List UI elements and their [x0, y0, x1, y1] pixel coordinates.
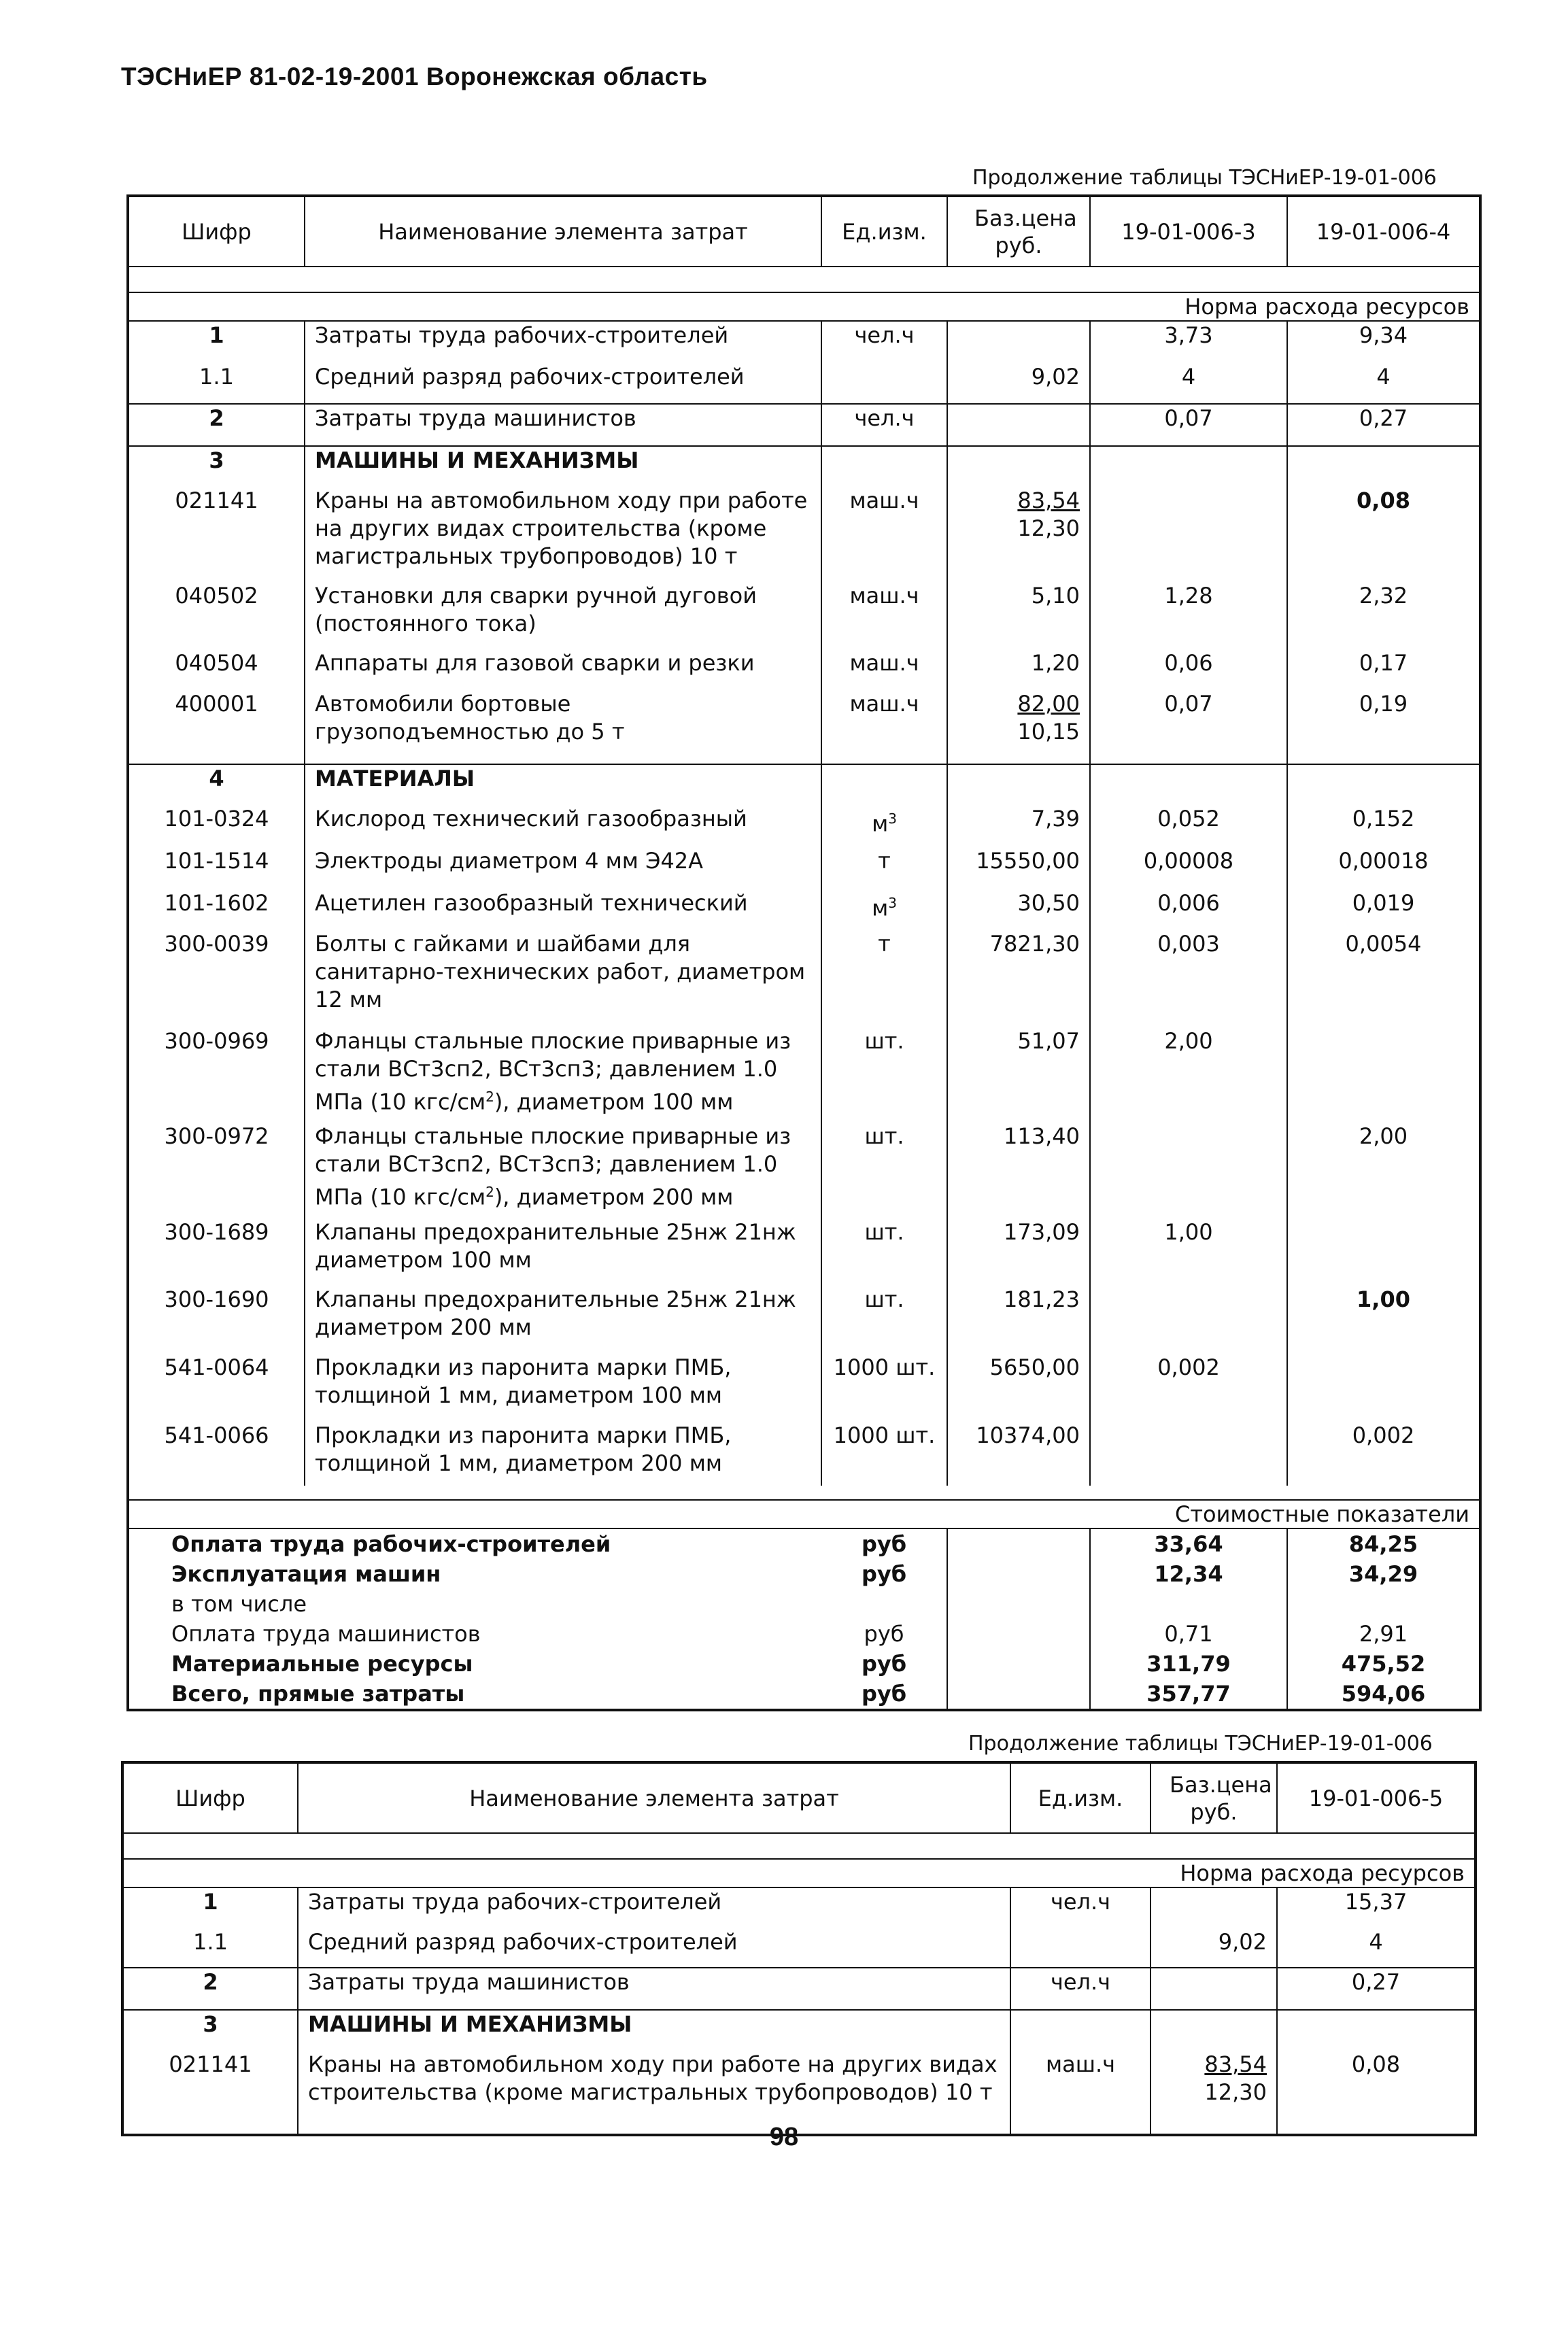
- table-row: 101-1602 Ацетилен газообразный технический $м^3$ 30,50 0,006 0,019: [128, 889, 1480, 930]
- totals-row: Оплата труда машинистов руб 0,71 2,91: [128, 1619, 1480, 1649]
- header-price: Баз.цена руб.: [1151, 1762, 1277, 1833]
- table1-cost-section-row: [128, 1500, 1480, 1528]
- header-name: Наименование элемента затрат: [305, 196, 821, 267]
- table-row: 400001 Автомобили бортовые грузоподъемностью до 5 т маш.ч 82,00 10,15 0,07 0,19: [128, 690, 1480, 764]
- cost-section-label: Стоимостные показатели: [128, 1500, 1480, 1528]
- table-row: 2 Затраты труда машинистов чел.ч 0,27: [122, 1968, 1476, 2010]
- totals-row: в том числе: [128, 1589, 1480, 1619]
- table2-continuation-label: Продолжение таблицы ТЭСНиЕР-19-01-006: [968, 1732, 1433, 1756]
- table2-norm-section-row: [122, 1859, 1476, 1887]
- header-code: Шифр: [128, 196, 305, 267]
- table1-header-row: [128, 196, 1480, 267]
- norm-section-label: Норма расхода ресурсов: [122, 1859, 1476, 1887]
- spacer-row: [128, 267, 1480, 292]
- table-row: 541-0064 Прокладки из паронита марки ПМБ, толщиной 1 мм, диаметром 100 мм 1000 шт. 5650,00 0,002: [128, 1354, 1480, 1422]
- section-row-machines: 3 МАШИНЫ И МЕХАНИЗМЫ: [128, 446, 1480, 487]
- table-row: 021141 Краны на автомобильном ходу при работе на других видах строительства (кроме магистральных трубопроводов) 10 т маш.ч 83,54 12,30 0,08: [128, 487, 1480, 582]
- table-row: 541-0066 Прокладки из паронита марки ПМБ, толщиной 1 мм, диаметром 200 мм 1000 шт. 10374,00 0,002: [128, 1422, 1480, 1486]
- section-row-materials: 4 МАТЕРИАЛЫ: [128, 764, 1480, 805]
- totals-row: Эксплуатация машин руб 12,34 34,29: [128, 1559, 1480, 1589]
- table-row: 300-0039 Болты с гайками и шайбами для санитарно-технических работ, диаметром 12 мм т 7821,30 0,003 0,0054: [128, 930, 1480, 1027]
- table1-continuation-label: Продолжение таблицы ТЭСНиЕР-19-01-006: [972, 166, 1437, 190]
- header-col2: 19-01-006-4: [1287, 196, 1480, 267]
- table-row: 1.1 Средний разряд рабочих-строителей 9,02 4: [122, 1928, 1476, 1968]
- table-row: 300-0972 Фланцы стальные плоские приварные из стали ВСт3сп2, ВСт3сп3; давлением 1.0 МПа (10 кгс/$см^2$), диаметром 200 мм шт. 113,40 2,00: [128, 1123, 1480, 1218]
- table-row: 021141 Краны на автомобильном ходу при работе на других видах строительства (кроме магистральных трубопроводов) 10 т маш.ч 83,54 12,30 0,08: [122, 2051, 1476, 2135]
- totals-row: Оплата труда рабочих-строителей руб 33,64 84,25: [128, 1528, 1480, 1559]
- table-row: 300-1689 Клапаны предохранительные 25нж 21нж диаметром 100 мм шт. 173,09 1,00: [128, 1218, 1480, 1286]
- totals-row: Материальные ресурсы руб 311,79 475,52: [128, 1649, 1480, 1679]
- spacer-row: [128, 1486, 1480, 1500]
- table1-norm-section-row: [128, 292, 1480, 321]
- table-row: 1 Затраты труда рабочих-строителей чел.ч 3,73 9,34: [128, 321, 1480, 363]
- table-row: 300-1690 Клапаны предохранительные 25нж 21нж диаметром 200 мм шт. 181,23 1,00: [128, 1286, 1480, 1354]
- norms-table-1: [126, 194, 1482, 1711]
- table-row: 101-1514 Электроды диаметром 4 мм Э42А т 15550,00 0,00008 0,00018: [128, 847, 1480, 889]
- header-price: Баз.цена руб.: [947, 196, 1090, 267]
- section-row-machines: 3 МАШИНЫ И МЕХАНИЗМЫ: [122, 2010, 1476, 2051]
- header-col1: 19-01-006-5: [1277, 1762, 1476, 1833]
- table-row: 040502 Установки для сварки ручной дуговой (постоянного тока) маш.ч 5,10 1,28 2,32: [128, 582, 1480, 649]
- table-row: 101-0324 Кислород технический газообразный $м^3$ 7,39 0,052 0,152: [128, 805, 1480, 847]
- table-row: 1.1 Средний разряд рабочих-строителей 9,02 4 4: [128, 363, 1480, 404]
- page-number: 98: [769, 2123, 799, 2151]
- table-row: 2 Затраты труда машинистов чел.ч 0,07 0,27: [128, 404, 1480, 446]
- table-row: 040504 Аппараты для газовой сварки и резки маш.ч 1,20 0,06 0,17: [128, 649, 1480, 690]
- norm-section-label: Норма расхода ресурсов: [128, 292, 1480, 321]
- table-row: 1 Затраты труда рабочих-строителей чел.ч 15,37: [122, 1887, 1476, 1928]
- norms-table-2: [121, 1761, 1477, 2136]
- header-name: Наименование элемента затрат: [298, 1762, 1010, 1833]
- header-unit: Ед.изм.: [821, 196, 947, 267]
- totals-row: Всего, прямые затраты руб 357,77 594,06: [128, 1679, 1480, 1710]
- header-unit: Ед.изм.: [1010, 1762, 1151, 1833]
- header-col1: 19-01-006-3: [1090, 196, 1287, 267]
- spacer-row: [122, 1833, 1476, 1859]
- document-title: ТЭСНиЕР 81-02-19-2001 Воронежская область: [121, 63, 708, 90]
- header-code: Шифр: [122, 1762, 298, 1833]
- table2-header-row: [122, 1762, 1476, 1833]
- table-row: 300-0969 Фланцы стальные плоские приварные из стали ВСт3сп2, ВСт3сп3; давлением 1.0 МПа (10 кгс/$см^2$), диаметром 100 мм шт. 51,07 2,00: [128, 1027, 1480, 1123]
